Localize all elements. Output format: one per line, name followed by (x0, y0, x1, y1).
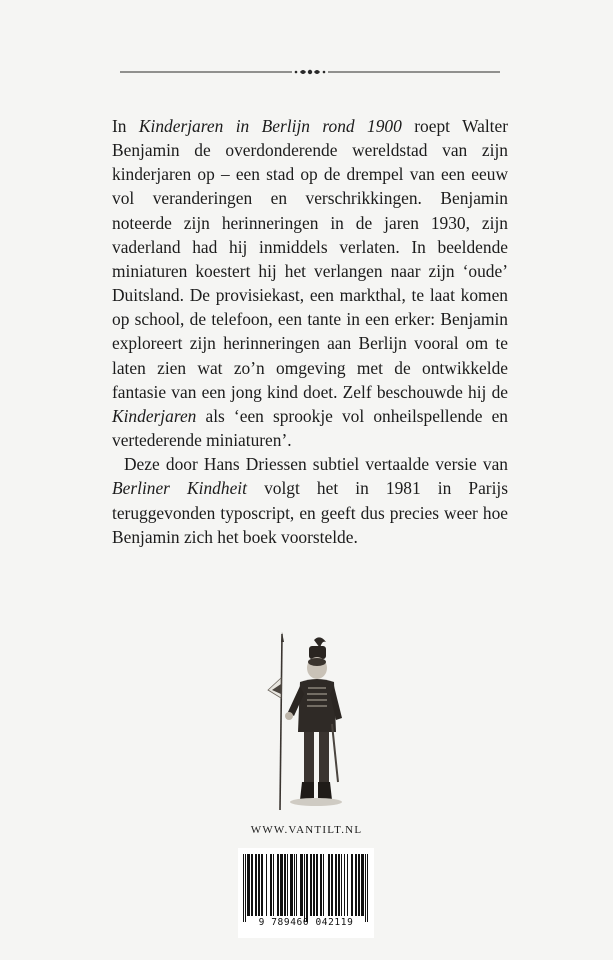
barcode-bar (304, 854, 305, 922)
barcode-bar (290, 854, 291, 916)
barcode-bar (355, 854, 356, 916)
barcode-bar (280, 854, 281, 916)
barcode-bar (284, 854, 285, 916)
barcode-bar (311, 854, 312, 916)
blurb-paragraph-1 (112, 114, 508, 452)
barcode-bar (282, 854, 283, 916)
barcode-bar (351, 854, 352, 916)
barcode-bar (313, 854, 314, 916)
italic-title-span: Berliner Kindheit (112, 478, 247, 499)
barcode-bar (296, 854, 297, 916)
text-span: Deze door Hans Driessen subtiel vertaalde versie van (124, 454, 508, 475)
blurb-paragraph-2 (112, 452, 508, 549)
barcode-bar (259, 854, 260, 916)
barcode-bar (352, 854, 353, 916)
barcode-bar (329, 854, 330, 916)
barcode-bar (344, 854, 345, 916)
fleuron-icon (295, 70, 326, 74)
text-span: roept Walter Benjamin de overdonderende wereldstad van zijn kinderjaren op – een stad op de drempel van een eeuw vol veranderingen en verschrikkingen. Benjamin noteerde zijn herinneringen in de jaren 1930, zijn vaderland had hij inmiddels verlaten. In beeldende miniaturen koestert hij het verlangen naar zijn ‘oude’ Duitsland. De provisiekast, een markthal, te laat komen op school, de telefoon, een tante in een erker: Benjamin exploreert zijn herinneringen aan Berlijn vooral om te laten zien wat zo’n omgeving met de ontwikkelde fantasie van een jong kind doet. Zelf beschouwde hij de (112, 116, 508, 402)
barcode-bar (252, 854, 253, 916)
barcode-bar (335, 854, 336, 916)
barcode-bar (247, 854, 248, 916)
barcode-bar (321, 854, 322, 916)
ornament-rule (120, 66, 500, 78)
barcode-bar (251, 854, 252, 916)
barcode-bar (307, 854, 308, 922)
barcode-bar (258, 854, 259, 916)
barcode-bar (362, 854, 363, 916)
barcode-bar (262, 854, 263, 916)
barcode-bar (249, 854, 250, 916)
text-span: volgt het in 1981 in Parijs teruggevonden typoscript, en geeft dus precies weer hoe Benjamin zich het boek voorstelde. (112, 478, 509, 547)
barcode-bar (314, 854, 315, 916)
text-span: als ‘een sprookje vol onheilspellende en vertederende miniaturen’. (112, 405, 508, 451)
barcode-bar (356, 854, 357, 916)
barcode-bar (266, 854, 267, 916)
barcode-bar (270, 854, 271, 916)
barcode-bar (271, 854, 272, 916)
child-soldier-photo (256, 632, 360, 812)
barcode-bar (255, 854, 256, 916)
barcode-bar (278, 854, 279, 916)
barcode-bar (273, 854, 274, 916)
barcode-bar (367, 854, 368, 922)
barcode-bar (323, 854, 324, 916)
barcode-bar (358, 854, 359, 916)
italic-title-span: Kinderjaren in Berlijn rond 1900 (138, 116, 402, 136)
barcode-bar (248, 854, 249, 916)
italic-title-span: Kinderjaren (112, 405, 197, 426)
barcode-bar (328, 854, 329, 916)
barcode-bar (306, 854, 307, 922)
barcode-bar (291, 854, 292, 916)
barcode-bar (287, 854, 288, 916)
barcode-bar (281, 854, 282, 916)
barcode-bar (336, 854, 337, 916)
barcode-bar (245, 854, 246, 922)
barcode-bar (302, 854, 303, 916)
barcode-bar (339, 854, 340, 916)
barcode-bar (300, 854, 301, 916)
barcode-bar (294, 854, 295, 916)
barcode-bar (301, 854, 302, 916)
barcode-bar (292, 854, 293, 916)
barcode-bar (359, 854, 360, 916)
website-url: WWW.VANTILT.NL (250, 824, 363, 836)
barcode-bar (331, 854, 332, 916)
barcode-bar (361, 854, 362, 916)
text-span: In (112, 116, 139, 136)
barcode-bar (341, 854, 342, 916)
barcode-bar (347, 854, 348, 916)
barcode-bar (365, 854, 366, 922)
barcode-bar (317, 854, 318, 916)
barcode-bar (277, 854, 278, 916)
barcode-bar (310, 854, 311, 916)
barcode-bar (363, 854, 364, 916)
isbn-digits: 9 789460 042119 (258, 917, 354, 928)
barcode-bar (338, 854, 339, 916)
barcode-bar (243, 854, 244, 922)
barcode-bar (261, 854, 262, 916)
barcode-bar (256, 854, 257, 916)
barcode-bar (316, 854, 317, 916)
blurb-text (112, 114, 508, 549)
barcode-bar (332, 854, 333, 916)
barcode-bar (320, 854, 321, 916)
barcode-bar (285, 854, 286, 916)
